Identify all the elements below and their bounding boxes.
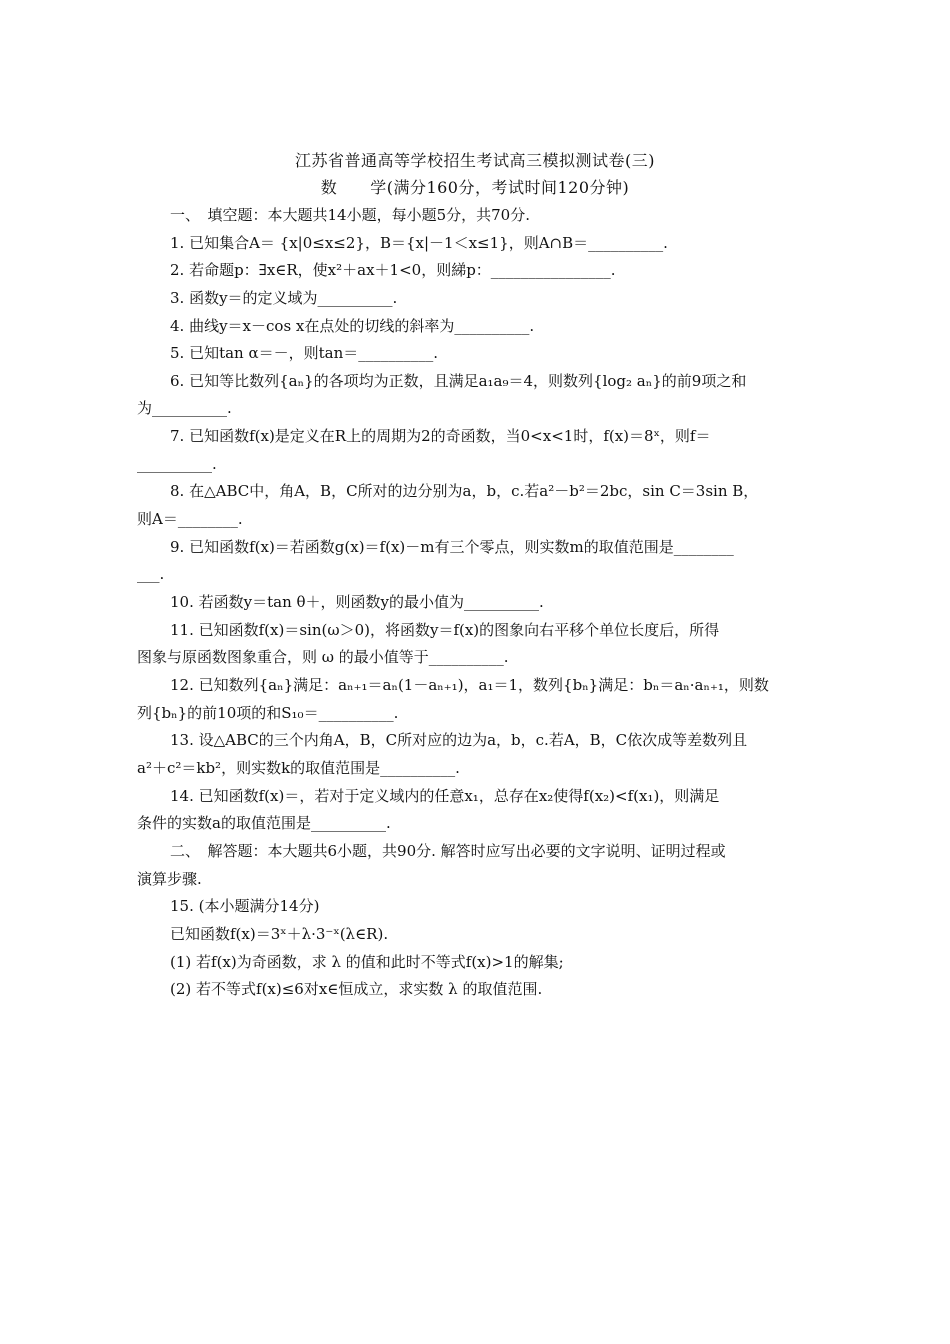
question-11: 11. 已知函数f(x)＝sin(ω＞0)，将函数y＝f(x)的图象向右平移个单位长度后，所得 bbox=[170, 621, 720, 639]
exam-title: 江苏省普通高等学校招生考试高三模拟测试卷(三) bbox=[295, 151, 655, 170]
question-1: 1. 已知集合A＝ {x|0≤x≤2}，B＝{x|－1＜x≤1}，则A∩B＝__________. bbox=[170, 234, 668, 252]
question-12: 12. 已知数列{aₙ}满足：aₙ₊₁＝aₙ(1－aₙ₊₁)，a₁＝1，数列{bₙ}满足：bₙ＝aₙ·aₙ₊₁，则数 bbox=[170, 676, 769, 694]
question-14: 14. 已知函数f(x)＝，若对于定义域内的任意x₁，总存在x₂使得f(x₂)<f(x₁)，则满足 bbox=[170, 787, 720, 805]
question-3: 3. 函数y＝的定义域为__________. bbox=[170, 289, 398, 307]
section-heading-solutions-cont: 演算步骤. bbox=[137, 870, 202, 888]
question-8: 8. 在△ABC中，角A，B，C所对的边分别为a，b，c.若a²－b²＝2bc，sin C＝3sin B， bbox=[170, 482, 759, 500]
question-7: 7. 已知函数f(x)是定义在R上的周期为2的奇函数，当0<x<1时，f(x)＝8ˣ，则f＝ bbox=[170, 427, 711, 445]
question-13: 13. 设△ABC的三个内角A，B，C所对应的边为a，b，c.若A，B，C依次成等差数列且 bbox=[170, 731, 748, 749]
question-15-header: 15. (本小题满分14分) bbox=[170, 897, 320, 915]
question-8-cont: 则A＝________. bbox=[137, 510, 243, 528]
question-10: 10. 若函数y＝tan θ＋，则函数y的最小值为__________. bbox=[170, 593, 544, 611]
question-15-part-1: (1) 若f(x)为奇函数，求 λ 的值和此时不等式f(x)>1的解集; bbox=[170, 953, 564, 971]
question-12-cont: 列{bₙ}的前10项的和S₁₀＝__________. bbox=[137, 704, 399, 722]
section-heading-fill-in: 一、 填空题：本大题共14小题，每小题5分，共70分. bbox=[170, 206, 530, 224]
question-9-cont: ___. bbox=[137, 565, 165, 583]
question-13-cont: a²＋c²＝kb²，则实数k的取值范围是__________. bbox=[137, 759, 460, 777]
exam-subtitle: 数 学(满分160分，考试时间120分钟) bbox=[320, 178, 630, 197]
question-15-part-2: (2) 若不等式f(x)≤6对x∈恒成立，求实数 λ 的取值范围. bbox=[170, 980, 543, 998]
question-5: 5. 已知tan α＝－，则tan＝__________. bbox=[170, 344, 439, 362]
question-14-cont: 条件的实数a的取值范围是__________. bbox=[137, 814, 391, 832]
question-4: 4. 曲线y＝x－cos x在点处的切线的斜率为__________. bbox=[170, 317, 535, 335]
question-6-cont: 为__________. bbox=[137, 399, 232, 417]
question-15-stem: 已知函数f(x)＝3ˣ＋λ·3⁻ˣ(λ∈R). bbox=[170, 925, 389, 943]
question-7-cont: __________. bbox=[137, 455, 217, 473]
question-6: 6. 已知等比数列{aₙ}的各项均为正数，且满足a₁a₉＝4，则数列{log₂ aₙ}的前9项之和 bbox=[170, 372, 747, 390]
question-2: 2. 若命题p：∃x∈R，使x²＋ax＋1<0，则綈p：________________. bbox=[170, 261, 616, 279]
question-9: 9. 已知函数f(x)＝若函数g(x)＝f(x)－m有三个零点，则实数m的取值范围是________ bbox=[170, 538, 734, 556]
section-heading-solutions: 二、 解答题：本大题共6小题，共90分. 解答时应写出必要的文字说明、证明过程或 bbox=[170, 842, 726, 860]
question-11-cont: 图象与原函数图象重合，则 ω 的最小值等于__________. bbox=[137, 648, 509, 666]
